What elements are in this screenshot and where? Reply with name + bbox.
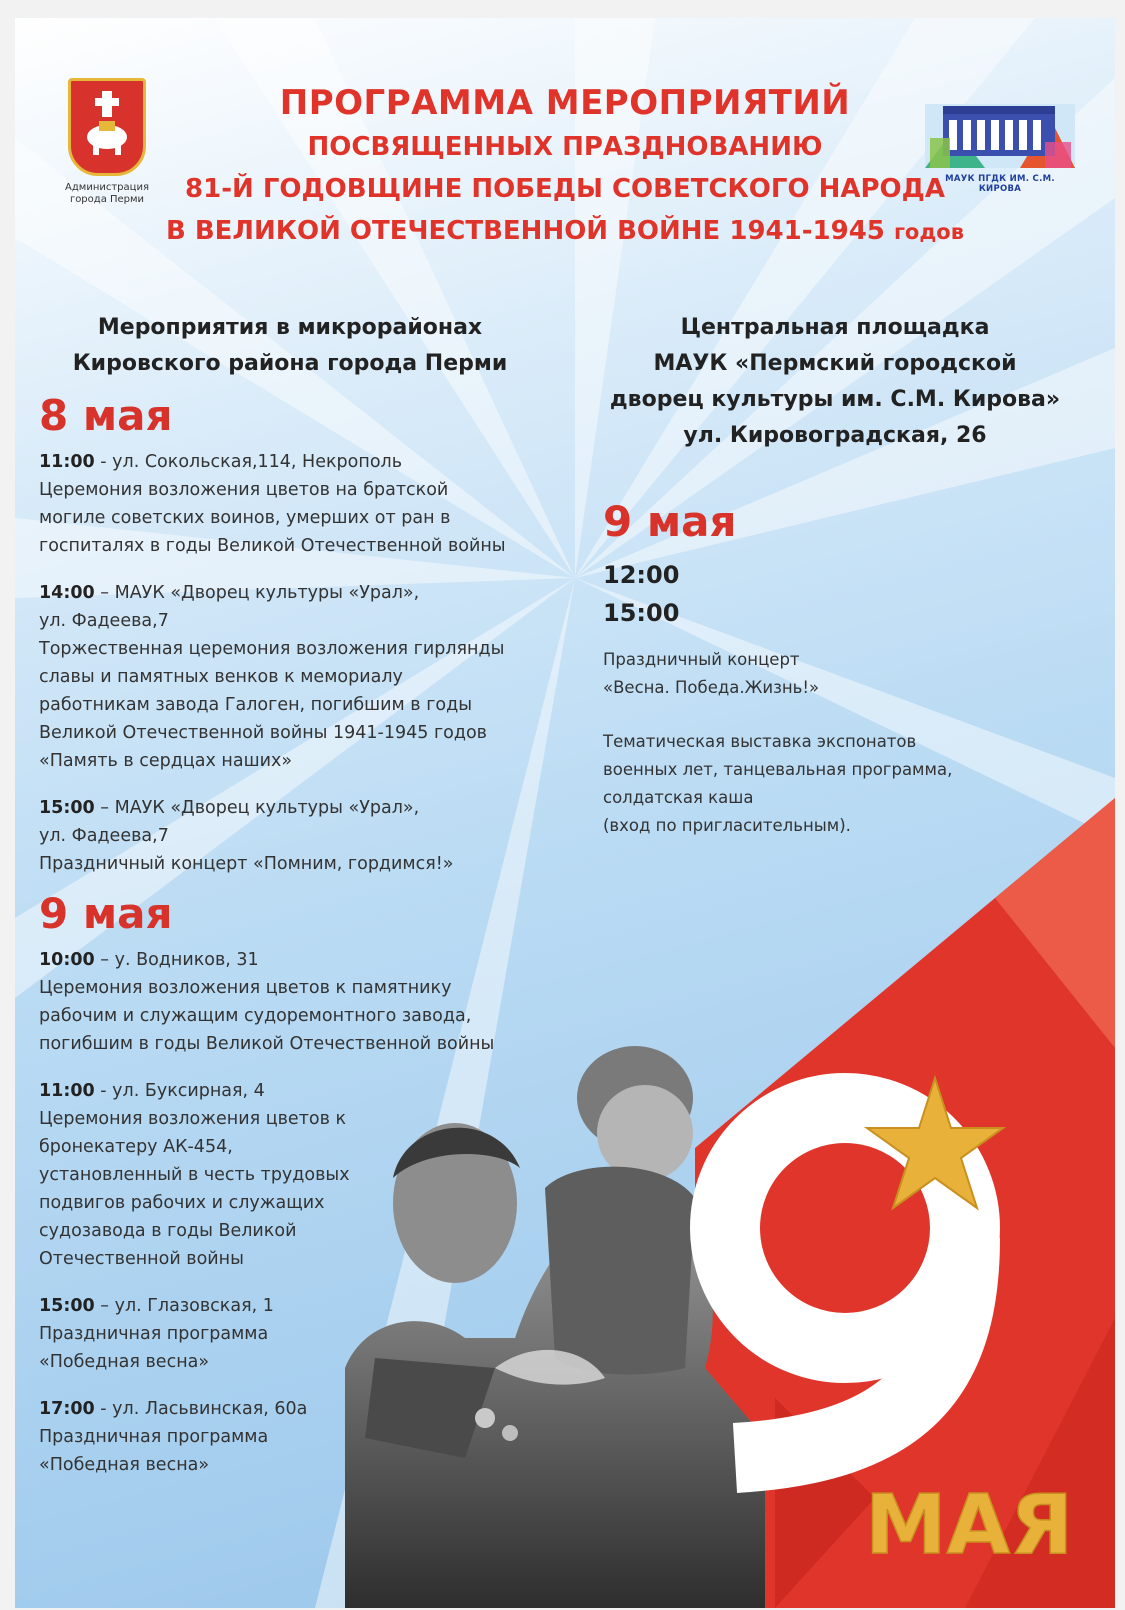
title-line4-main: В ВЕЛИКОЙ ОТЕЧЕСТВЕННОЙ ВОЙНЕ 1941-1945 xyxy=(165,216,885,246)
emblem-may-word: МАЯ xyxy=(865,1478,1074,1573)
victory-day-emblem xyxy=(675,1048,1115,1608)
event-text: - ул. Буксирная, 4 Церемония возложения цветов к бронекатеру АК-454, установленный в честь трудовых подвигов рабочих и служащих судозавода в годы Великой Отечественной войны xyxy=(39,1081,350,1269)
admin-caption-line1: Администрация xyxy=(65,182,149,193)
right-subtitle-line4: ул. Кировоградская, 26 xyxy=(683,423,987,448)
left-subtitle-line1: Мероприятия в микрорайонах xyxy=(97,315,483,340)
concert-text: Праздничный концерт «Весна. Победа.Жизнь!» xyxy=(603,650,820,697)
title-line4 xyxy=(145,210,985,253)
event-time: 15:00 xyxy=(39,798,95,818)
event-time: 11:00 xyxy=(39,1081,95,1101)
event-text: - ул. Сокольская,114, Некрополь Церемония возложения цветов на братской могиле советских воинов, умерших от ран в госпиталях в годы Великой Отечественной войны xyxy=(39,452,506,556)
admin-caption-line2: города Перми xyxy=(69,194,145,205)
left-section-subtitle xyxy=(45,310,535,382)
event-item xyxy=(39,794,559,878)
event-item xyxy=(39,448,559,560)
right-section-subtitle xyxy=(580,310,1090,454)
perm-coat-of-arms-icon xyxy=(68,78,146,176)
event-text: – МАУК «Дворец культуры «Урал», ул. Фадеева,7 Праздничный концерт «Помним, гордимся!» xyxy=(39,798,454,874)
left-subtitle-line2: Кировского района города Перми xyxy=(72,351,508,376)
event-time: 11:00 xyxy=(39,452,95,472)
poster xyxy=(15,18,1115,1608)
title-line1: ПРОГРАММА МЕРОПРИЯТИЙ xyxy=(279,83,851,123)
exhibition-text: Тематическая выставка экспонатов военных лет, танцевальная программа, солдатская каша (вход по пригласительным). xyxy=(603,732,953,835)
event-text: – МАУК «Дворец культуры «Урал», ул. Фадеева,7 Торжественная церемония возложения гирлянды славы и памятных венков к мемориалу работникам завода Галоген, погибшим в годы Великой Отечественной войны 1941-1945 годов «Память в сердцах наших» xyxy=(39,583,505,771)
right-subtitle-line3: дворец культуры им. С.М. Кирова» xyxy=(609,387,1061,412)
right-subtitle-line2: МАУК «Пермский городской xyxy=(653,351,1017,376)
poster-title xyxy=(145,80,985,253)
event-text: – ул. Глазовская, 1 Праздничная программа «Победная весна» xyxy=(39,1296,274,1372)
event-text: - ул. Ласьвинская, 60а Праздничная программа «Победная весна» xyxy=(39,1399,308,1475)
right-subtitle-line1: Центральная площадка xyxy=(680,315,990,340)
event-time: 14:00 xyxy=(39,583,95,603)
event-time: 10:00 xyxy=(39,950,95,970)
title-line4-suffix: годов xyxy=(893,220,965,244)
event-time: 17:00 xyxy=(39,1399,95,1419)
right-events-column xyxy=(603,496,1023,840)
title-line2: ПОСВЯЩЕННЫХ ПРАЗДНОВАНИЮ xyxy=(307,132,823,162)
event-item xyxy=(39,579,559,775)
event-time: 15:00 xyxy=(39,1296,95,1316)
title-line3: 81-Й ГОДОВЩИНЕ ПОБЕДЫ СОВЕТСКОГО НАРОДА xyxy=(185,174,945,204)
event-time-1200: 12:00 xyxy=(603,561,680,589)
date-heading-may-9-central: 9 мая xyxy=(603,497,737,546)
date-heading-may-8: 8 мая xyxy=(39,391,173,440)
mauk-caption: МАУК ПГДК ИМ. С.М. КИРОВА xyxy=(945,174,1055,194)
event-time-1500: 15:00 xyxy=(603,599,680,627)
event-text: – у. Водников, 31 Церемония возложения цветов к памятнику рабочим и служащим судоремонтного завода, погибшим в годы Великой Отечественной войны xyxy=(39,950,495,1054)
date-heading-may-9: 9 мая xyxy=(39,889,173,938)
